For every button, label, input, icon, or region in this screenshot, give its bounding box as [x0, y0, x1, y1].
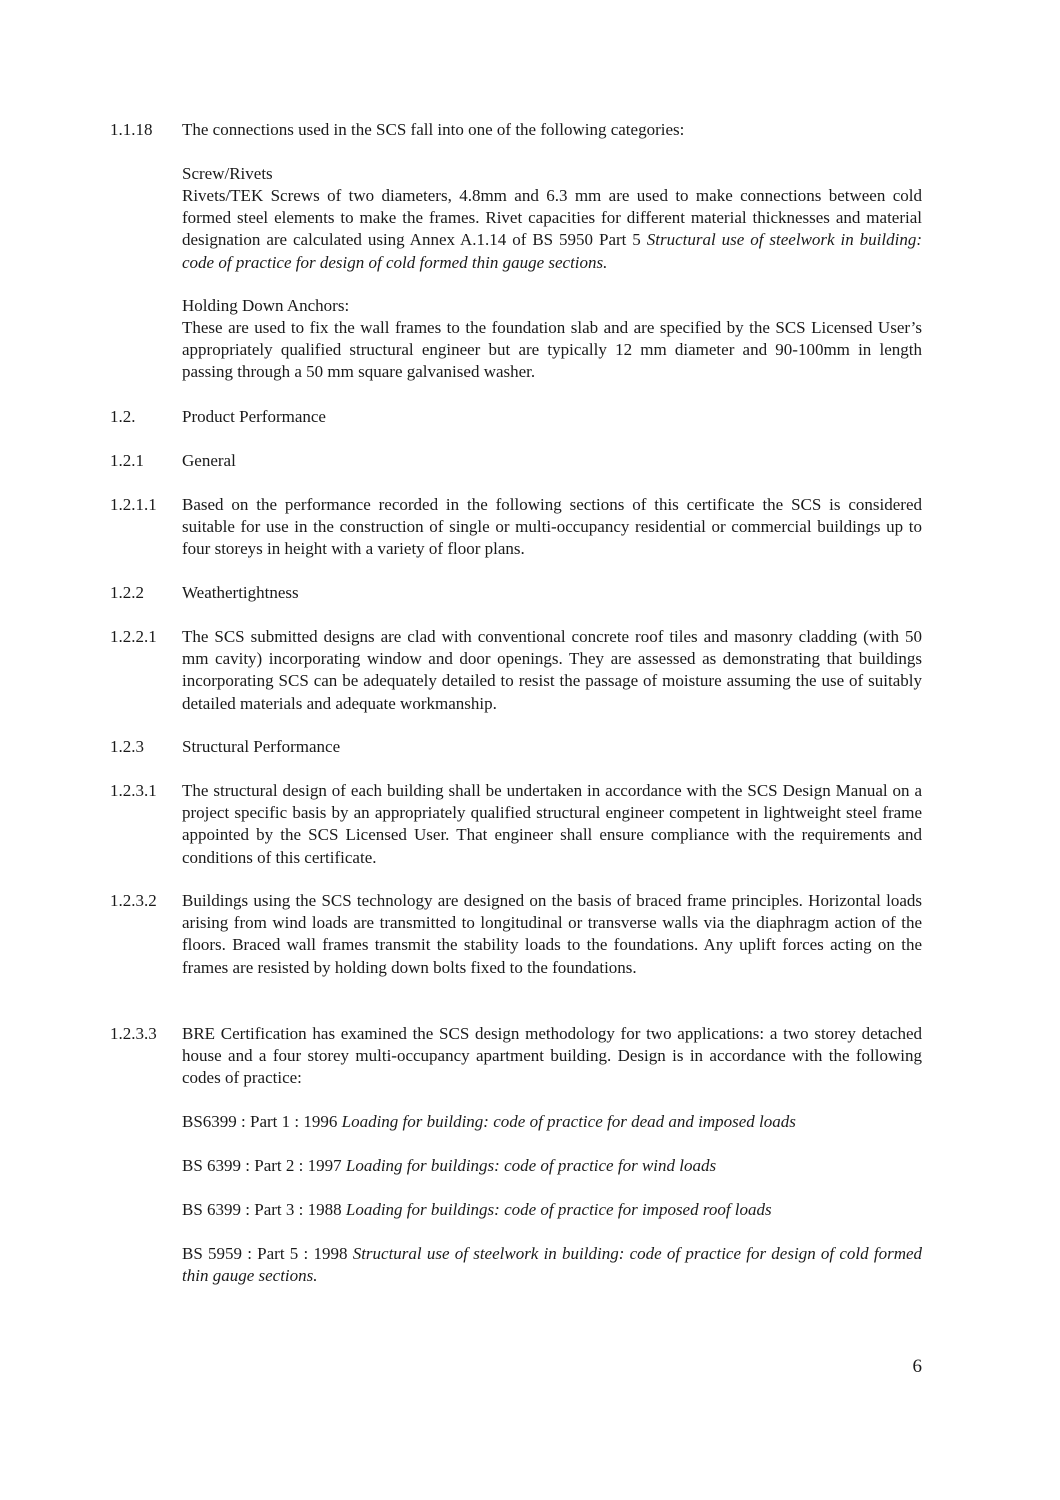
holding-down-anchors-text: These are used to fix the wall frames to the foundation slab and are specified by the SCS Licensed User’s appropriately qualified structural engineer but are typically 12 mm diameter and 90-100mm in length passing through a 50 mm square galvanised washer. [182, 318, 922, 382]
code-title: Loading for building: code of practice for dead and imposed loads [341, 1112, 796, 1131]
section-text: Buildings using the SCS technology are designed on the basis of braced frame principles. Horizontal loads arising from wind loads are transmitted to longitudinal or transverse walls via the diaphragm action of the floors. Braced wall frames transmit the stability loads to the foundations. Any uplift forces acting on the frames are resisted by holding down bolts fixed to the foundations. [182, 891, 922, 977]
code-of-practice-item [182, 1199, 922, 1221]
code-title: Structural use of steelwork in building: code of practice for design of cold formed thin gauge sections. [182, 1244, 923, 1286]
section-text: The structural design of each building shall be undertaken in accordance with the SCS Design Manual on a project specific basis by an appropriately qualified structural engineer competent in lightweight steel frame appointed by the SCS Licensed User. That engineer shall ensure compliance with the requirements and conditions of this certificate. [182, 781, 922, 867]
code-designation: BS 5959 : Part 5 : 1998 [182, 1244, 348, 1263]
section-number: 1.2.2 [110, 583, 144, 602]
section-number: 1.2. [110, 407, 136, 426]
section-number: 1.2.1.1 [110, 495, 157, 514]
holding-down-anchors-heading: Holding Down Anchors: [182, 296, 350, 315]
section-1-2-1-1 [110, 494, 922, 561]
section-number: 1.2.3 [110, 737, 144, 756]
section-text: BRE Certification has examined the SCS design methodology for two applications: a two storey detached house and a four storey multi-occupancy apartment building. Design is in accordance with the following codes of practice: [182, 1024, 922, 1088]
code-of-practice-item [182, 1111, 922, 1133]
screw-rivets-paragraph [182, 185, 922, 274]
code-title: Loading for buildings: code of practice for imposed roof loads [345, 1200, 772, 1219]
section-number: 1.2.1 [110, 451, 144, 470]
section-1-2-1 [110, 450, 922, 472]
section-1-2 [110, 406, 922, 428]
code-of-practice-item [182, 1155, 922, 1177]
section-heading: Structural Performance [182, 737, 341, 756]
screw-rivets-reference: Structural use of steelwork in building: code of practice for design of cold formed thin gauge sections. [182, 230, 922, 272]
code-title: Loading for buildings: code of practice for wind loads [345, 1156, 717, 1175]
code-designation: BS6399 : Part 1 : 1996 [182, 1112, 338, 1131]
section-heading: General [182, 451, 236, 470]
section-heading: Product Performance [182, 407, 326, 426]
section-1-1-18 [110, 119, 922, 141]
code-designation: BS 6399 : Part 2 : 1997 [182, 1156, 342, 1175]
section-heading: Weathertightness [182, 583, 299, 602]
section-1-2-3-1 [110, 780, 922, 869]
section-text: Based on the performance recorded in the following sections of this certificate the SCS is considered suitable for use in the construction of single or multi-occupancy residential or commercial buildings up to four storeys in height with a variety of floor plans. [182, 495, 922, 559]
screw-rivets-heading: Screw/Rivets [182, 164, 273, 183]
section-number: 1.2.3.3 [110, 1024, 157, 1043]
section-number: 1.2.2.1 [110, 627, 157, 646]
code-designation: BS 6399 : Part 3 : 1988 [182, 1200, 342, 1219]
screw-rivets-text: Rivets/TEK Screws of two diameters, 4.8mm and 6.3 mm are used to make connections between cold formed steel elements to make the frames. Rivet capacities for different material thicknesses and material designation are calculated using Annex A.1.14 of BS 5950 Part 5 [182, 186, 922, 250]
page-number: 6 [912, 1356, 922, 1377]
code-of-practice-item [182, 1243, 922, 1287]
section-number: 1.2.3.2 [110, 891, 157, 910]
section-1-2-2 [110, 582, 922, 604]
section-1-2-3-3 [110, 1023, 922, 1090]
section-number: 1.2.3.1 [110, 781, 157, 800]
section-text: The connections used in the SCS fall into one of the following categories: [182, 120, 685, 139]
section-1-2-3 [110, 736, 922, 758]
section-number: 1.1.18 [110, 120, 153, 139]
section-1-2-2-1 [110, 626, 922, 715]
section-text: The SCS submitted designs are clad with conventional concrete roof tiles and masonry cladding (with 50 mm cavity) incorporating window and door openings. They are assessed as demonstrating that buildings incorporating SCS can be adequately detailed to resist the passage of moisture assuming the use of suitably detailed materials and adequate workmanship. [182, 627, 922, 713]
section-1-2-3-2 [110, 890, 922, 979]
